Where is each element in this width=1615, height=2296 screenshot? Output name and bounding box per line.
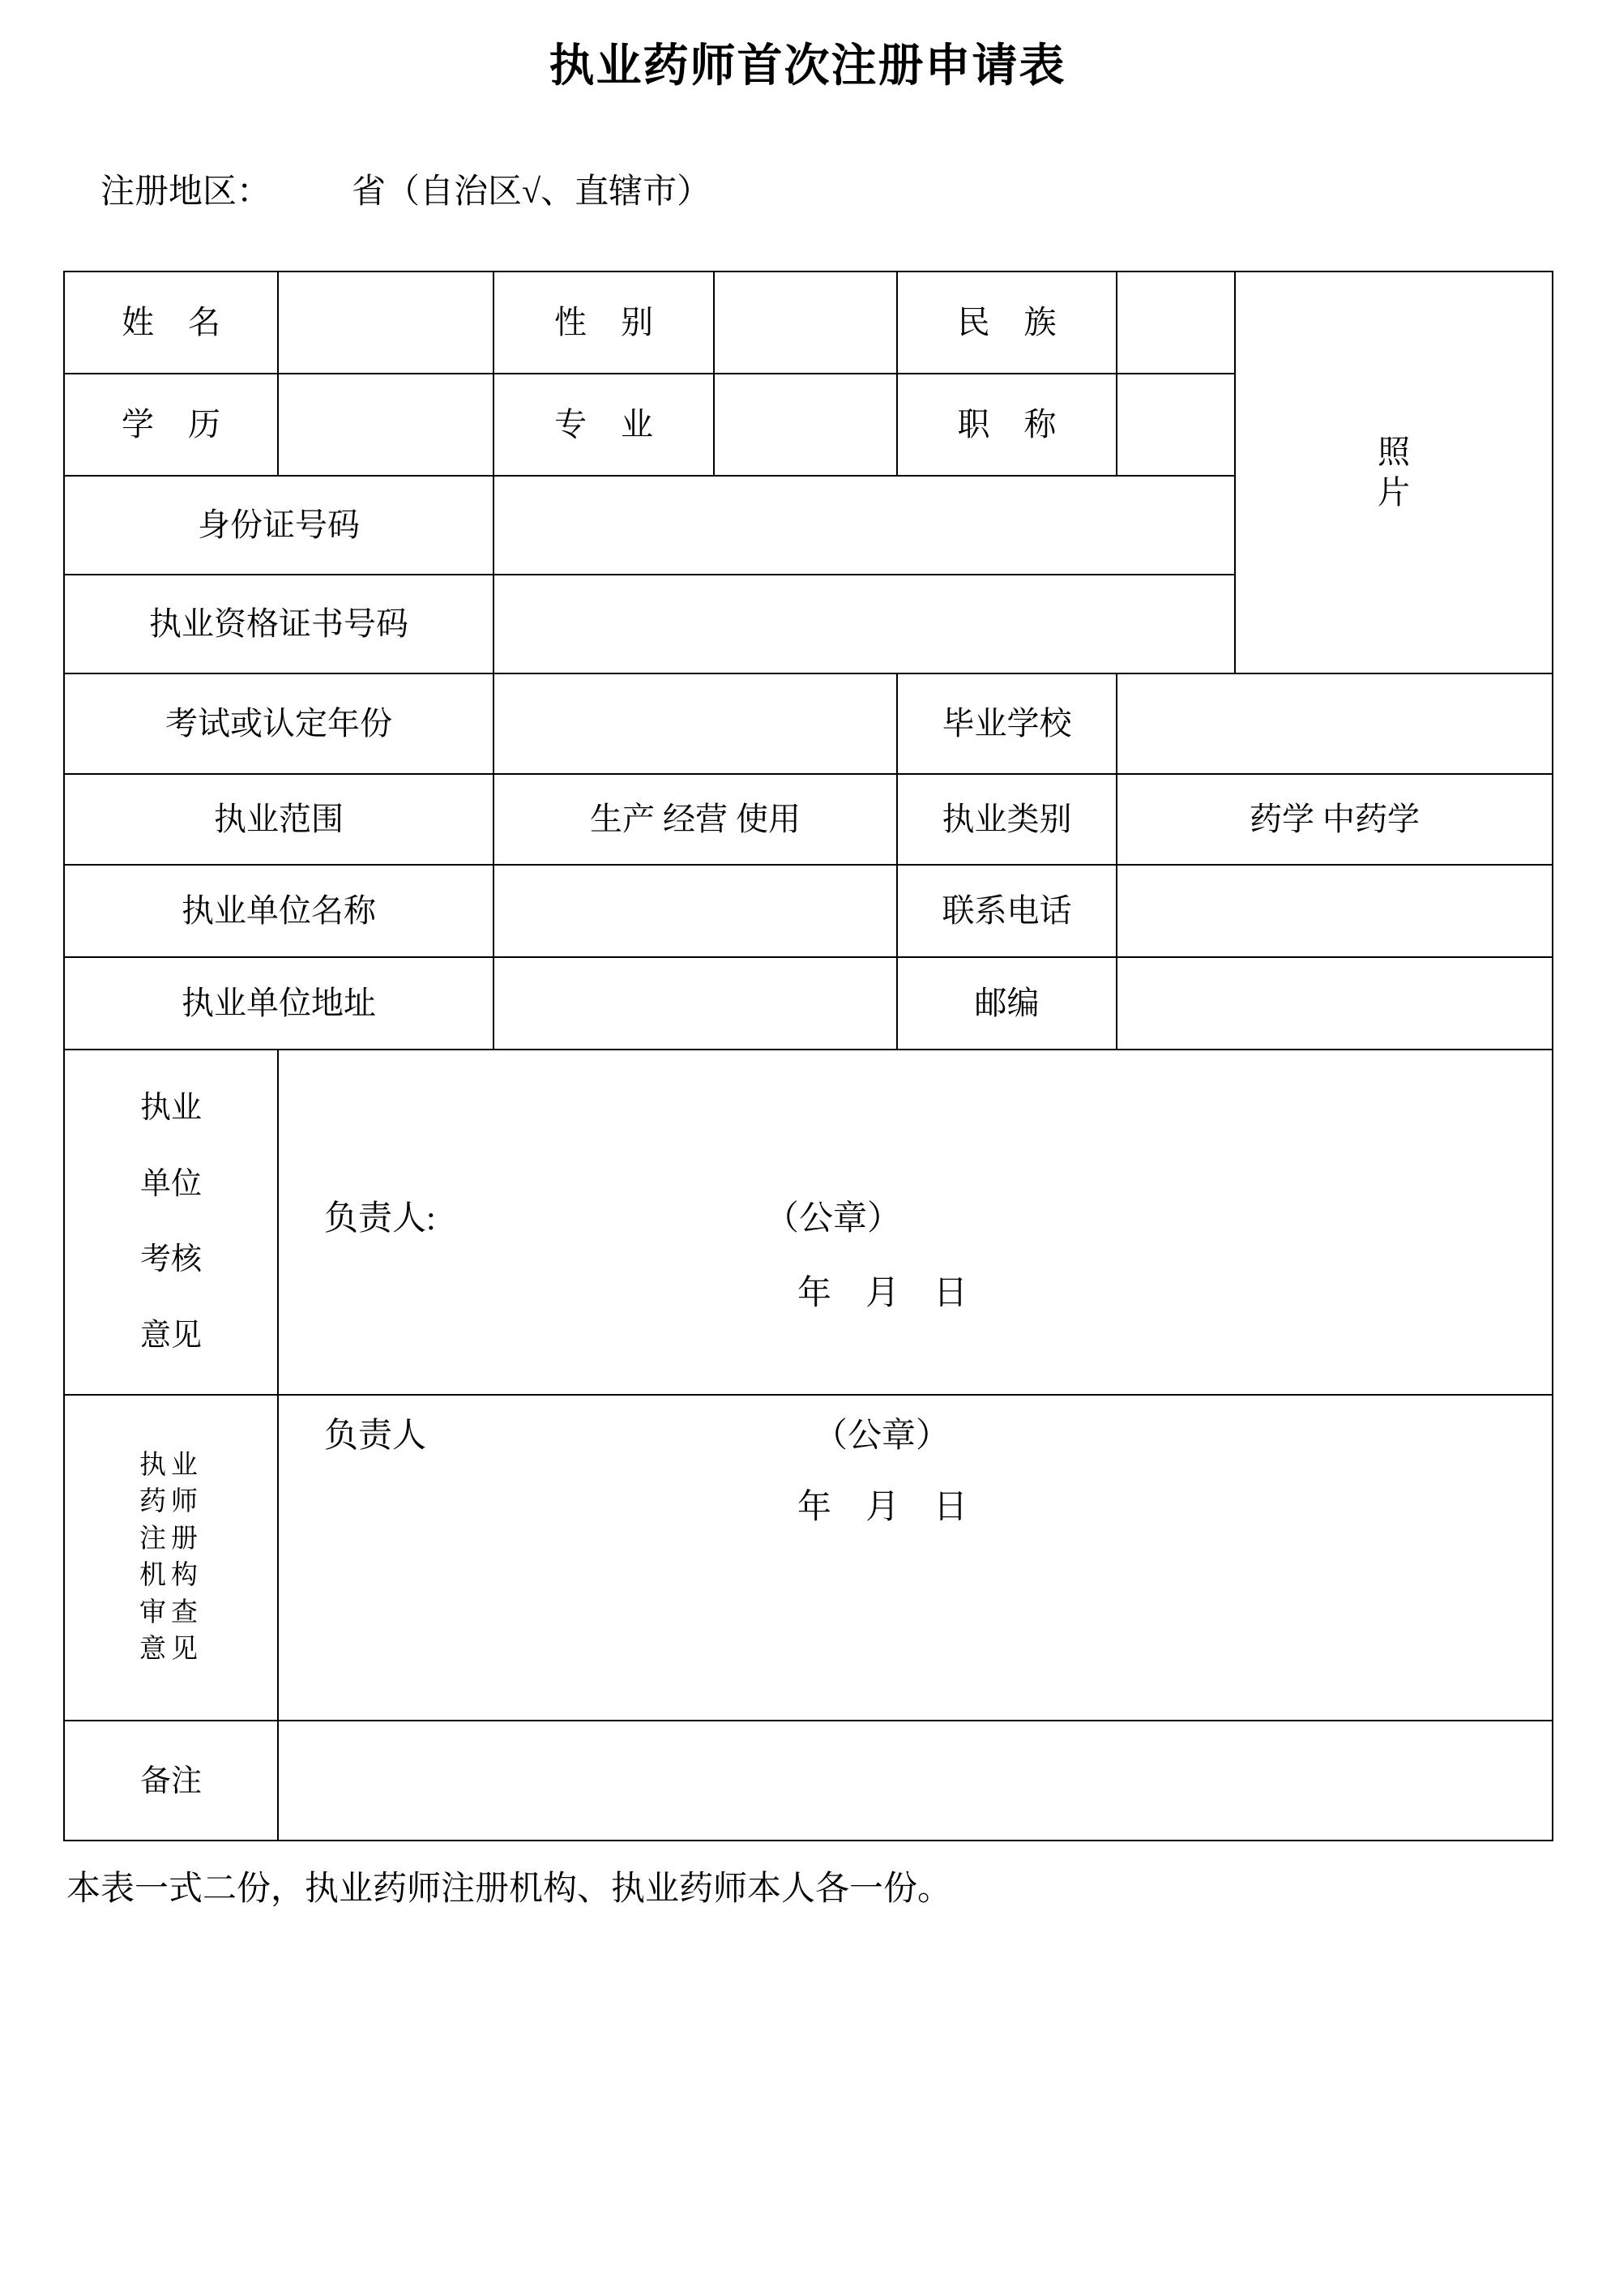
table-row-remarks — [64, 1721, 1553, 1841]
postcode-label-cell — [897, 957, 1117, 1050]
practice-scope-label-cell — [64, 774, 493, 865]
employer-opinion-date-label: 年 月 日 — [797, 1275, 968, 1313]
phone-label-cell — [897, 865, 1117, 957]
authority-opinion-side-label-cell — [64, 1395, 278, 1721]
ethnicity-label: 民 族 — [957, 304, 1070, 341]
id-number-label: 身份证号码 — [198, 507, 360, 544]
employer-opinion-person-label: 负责人: — [324, 1200, 436, 1238]
graduation-school-label-cell — [897, 673, 1117, 774]
exam-year-value-cell[interactable] — [493, 673, 897, 774]
page-title: 执业药师首次注册申请表 — [549, 41, 1066, 92]
postcode-value-cell[interactable] — [1117, 957, 1553, 1050]
phone-label: 联系电话 — [942, 892, 1072, 930]
ethnicity-label-cell — [897, 272, 1117, 374]
photo-label-line-2: 片 — [1378, 474, 1410, 511]
authority-opinion-side-line-1: 执业 — [139, 1450, 203, 1480]
practice-category-label-cell — [897, 774, 1117, 865]
name-label-cell — [64, 272, 278, 374]
authority-opinion-side-line-5: 审查 — [139, 1597, 203, 1627]
remarks-value-cell[interactable] — [278, 1721, 1553, 1841]
name-value-cell[interactable] — [278, 272, 493, 374]
education-value-cell[interactable] — [278, 374, 493, 476]
employer-opinion-side-line-3: 考核 — [139, 1242, 202, 1277]
photo-label-line-1: 照 — [1378, 434, 1410, 471]
employer-name-value-cell[interactable] — [493, 865, 897, 957]
education-label: 学 历 — [122, 406, 233, 443]
registration-region-value: 省（自治区√、直辖市） — [352, 173, 711, 211]
graduation-school-label: 毕业学校 — [942, 705, 1072, 742]
employer-opinion-side-line-2: 单位 — [139, 1166, 202, 1201]
id-number-value-cell[interactable] — [493, 476, 1235, 575]
employer-opinion-side-label — [65, 1050, 277, 1394]
table-row-exam-year — [64, 673, 1553, 774]
gender-label-cell — [493, 272, 714, 374]
authority-opinion-side-line-3: 注册 — [139, 1524, 203, 1554]
authority-opinion-seal-label: （公章） — [814, 1417, 951, 1456]
authority-opinion-person-label: 负责人 — [324, 1417, 427, 1456]
table-row-authority-opinion — [64, 1395, 1553, 1721]
cert-number-label: 执业资格证书号码 — [149, 605, 408, 643]
application-form-table — [63, 271, 1553, 1841]
remarks-label-cell — [64, 1721, 278, 1841]
employer-address-label: 执业单位地址 — [182, 985, 376, 1022]
authority-opinion-body-cell[interactable] — [278, 1395, 1553, 1721]
gender-label: 性 别 — [554, 304, 666, 341]
registration-region-label: 注册地区： — [100, 173, 271, 211]
phone-value-cell[interactable] — [1117, 865, 1553, 957]
employer-name-label: 执业单位名称 — [182, 892, 376, 930]
practice-category-label: 执业类别 — [942, 801, 1072, 838]
practice-scope-label: 执业范围 — [214, 801, 344, 838]
name-label: 姓 名 — [122, 304, 233, 341]
authority-opinion-side-line-2: 药师 — [139, 1487, 203, 1517]
graduation-school-value-cell[interactable] — [1117, 673, 1553, 774]
authority-opinion-side-line-6: 意见 — [139, 1635, 203, 1665]
employer-address-label-cell — [64, 957, 493, 1050]
postcode-label: 邮编 — [974, 985, 1040, 1022]
remarks-label: 备注 — [139, 1764, 202, 1798]
id-number-label-cell — [64, 476, 493, 575]
table-row-employer-opinion — [64, 1050, 1553, 1395]
title-value-cell[interactable] — [1117, 374, 1235, 476]
gender-value-cell[interactable] — [714, 272, 897, 374]
table-row-employer-address — [64, 957, 1553, 1050]
employer-opinion-seal-label: （公章） — [765, 1200, 902, 1238]
employer-opinion-body-cell[interactable] — [278, 1050, 1553, 1395]
employer-opinion-side-label-cell — [64, 1050, 278, 1395]
job-title-label: 职 称 — [957, 406, 1070, 443]
practice-scope-options-cell[interactable] — [493, 774, 897, 865]
exam-year-label: 考试或认定年份 — [165, 705, 392, 742]
table-row-name — [64, 272, 1553, 374]
employer-name-label-cell — [64, 865, 493, 957]
cert-number-value-cell[interactable] — [493, 575, 1235, 673]
table-row-employer-name — [64, 865, 1553, 957]
major-value-cell[interactable] — [714, 374, 897, 476]
education-label-cell — [64, 374, 278, 476]
employer-opinion-side-line-1: 执业 — [139, 1091, 202, 1125]
employer-address-value-cell[interactable] — [493, 957, 897, 1050]
registration-region-line — [63, 136, 1552, 249]
exam-year-label-cell — [64, 673, 493, 774]
table-row-practice-scope — [64, 774, 1553, 865]
employer-opinion-side-line-4: 意见 — [139, 1318, 202, 1353]
footer-note: 本表一式二份，执业药师注册机构、执业药师本人各一份。 — [66, 1871, 952, 1909]
photo-placeholder-cell[interactable] — [1235, 272, 1553, 673]
practice-category-options: 药学 中药学 — [1250, 801, 1420, 838]
title-label-cell — [897, 374, 1117, 476]
authority-opinion-side-line-4: 机构 — [139, 1561, 203, 1591]
practice-scope-options: 生产 经营 使用 — [590, 801, 801, 838]
practice-category-options-cell[interactable] — [1117, 774, 1553, 865]
major-label: 专 业 — [554, 406, 666, 443]
authority-opinion-side-label — [65, 1447, 277, 1669]
major-label-cell — [493, 374, 714, 476]
ethnicity-value-cell[interactable] — [1117, 272, 1235, 374]
cert-number-label-cell — [64, 575, 493, 673]
authority-opinion-date-label: 年 月 日 — [797, 1489, 968, 1527]
